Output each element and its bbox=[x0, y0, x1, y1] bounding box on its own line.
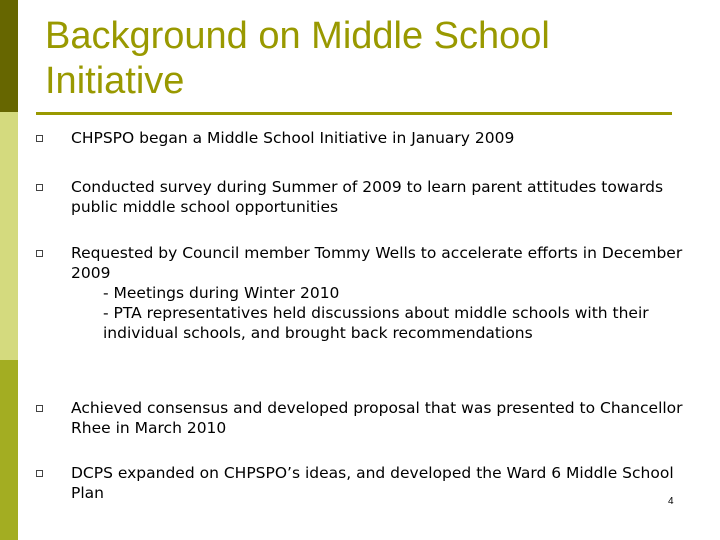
page-number: 4 bbox=[668, 496, 674, 507]
square-bullet-icon bbox=[36, 250, 43, 257]
sub-item: - PTA representatives held discussions about middle schools with their individual schools, and brought back recommendations bbox=[103, 304, 649, 342]
side-bar-top-segment bbox=[0, 0, 18, 112]
bullet-text: CHPSPO began a Middle School Initiative in January 2009 bbox=[71, 129, 515, 147]
bullet-text: Achieved consensus and developed proposal that was presented to Chancellor Rhee in March 2010 bbox=[71, 399, 683, 437]
square-bullet-icon bbox=[36, 405, 43, 412]
sub-item: - Meetings during Winter 2010 bbox=[103, 284, 340, 302]
bullet-text: DCPS expanded on CHPSPO’s ideas, and developed the Ward 6 Middle School Plan bbox=[71, 464, 674, 502]
slide-title: Background on Middle School Initiative bbox=[45, 15, 550, 102]
bullet-text: Conducted survey during Summer of 2009 to learn parent attitudes towards public middle school opportunities bbox=[71, 178, 664, 216]
square-bullet-icon bbox=[36, 470, 43, 477]
side-bar-bottom-segment bbox=[0, 360, 18, 540]
title-divider bbox=[36, 112, 672, 115]
bullet-text-group bbox=[71, 243, 686, 343]
bullet-text: Requested by Council member Tommy Wells to accelerate efforts in December 2009 bbox=[71, 244, 683, 282]
square-bullet-icon bbox=[36, 184, 43, 191]
side-bar-middle-segment bbox=[0, 112, 18, 360]
square-bullet-icon bbox=[36, 135, 43, 142]
